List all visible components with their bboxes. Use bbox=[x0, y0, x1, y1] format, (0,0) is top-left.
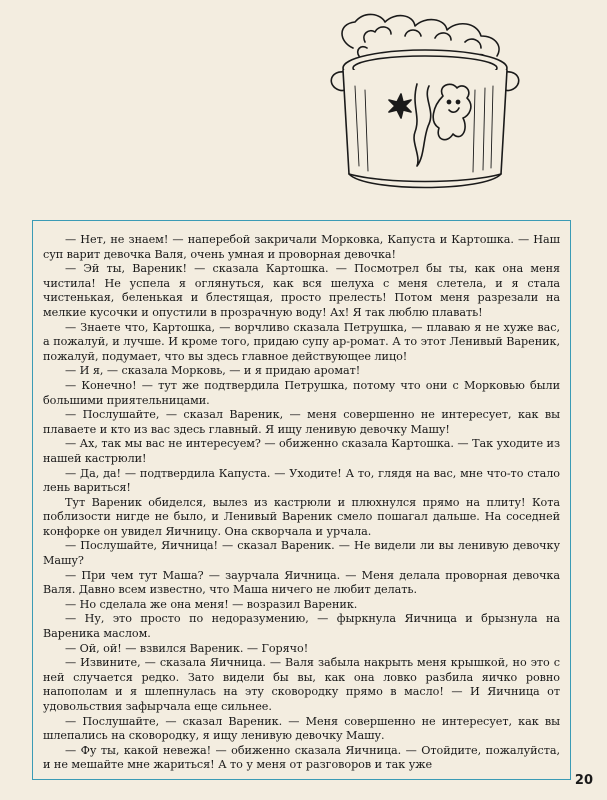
paragraph: — И я, — сказала Морковь, — и я придаю аромат! bbox=[65, 364, 361, 378]
paragraph: — Послушайте, — сказал Вареник. — Меня совершенно не интересует, как вы шлепались на сковородку, я ищу ленивую девочку Машу. bbox=[43, 714, 560, 743]
page-number: 20 bbox=[574, 773, 593, 788]
paragraph: — Ой, ой! — взвился Вареник. — Горячо! bbox=[65, 641, 309, 655]
paragraph: — Но сделала же она меня! — возразил Вареник. bbox=[65, 597, 358, 611]
steam-curl bbox=[364, 27, 481, 48]
paragraph: — Нет, не знаем! — наперебой закричали Морковка, Капуста и Картошка. — Наш суп варит девочка Валя, очень умная и проворная девочка! bbox=[43, 233, 560, 261]
paragraph: — Послушайте, — сказал Вареник, — меня совершенно не интересует, как вы плаваете и кто из вас здесь главный. Я ищу ленивую девочку Машу! bbox=[43, 408, 560, 436]
paragraph: — Фу ты, какой невежа! — обиженно сказала Яичница. — Отойдите, пожалуйста, и не мешайте мне жариться! А то у меня от разговоров и так уже bbox=[43, 743, 560, 772]
story-text-frame bbox=[32, 220, 571, 780]
paragraph: — Да, да! — подтвердила Капуста. — Уходите! А то, глядя на вас, мне что-то стало лень вариться! bbox=[43, 466, 560, 495]
paragraph: — Конечно! — тут же подтвердила Петрушка, потому что они с Морковью были большими приятельницами. bbox=[43, 378, 560, 407]
paragraph: — Эй ты, Вареник! — сказала Картошка. — Посмотрел бы ты, как она меня чистила! Не успела я оглянуться, как вся шелуха с меня слетела, и я стала чистенькая, беленькая и блестящая, просто прелесть! Потом меня разрезали на мелкие кусочки и опустили в прозрачную воду! Ах! Я так люблю плавать! bbox=[43, 262, 560, 319]
paragraph: — Знаете что, Картошка, — ворчливо сказала Петрушка, — плаваю я не хуже вас, а пожалуй, и лучше. И кроме того, придаю супу ар-ромат. А то этот Ленивый Вареник, пожалуй, подумает, что вы здесь главное действующее лицо! bbox=[43, 320, 560, 363]
paragraph: — Ну, это просто по недоразумению, — фыркнула Яичница и брызнула на Вареника маслом. bbox=[43, 612, 560, 641]
paragraph: — Извините, — сказала Яичница. — Валя забыла накрыть меня крышкой, но это с ней случается редко. Зато видели бы вы, как она ловко разбила яичко ровно напополам и я шлепнулась на эту сковородку прямо в масло! — И Яичница от удовольствия зафырчала еще сильнее. bbox=[43, 656, 560, 713]
paragraph: — Послушайте, Яичница! — сказал Вареник. — Не видели ли вы ленивую девочку Машу? bbox=[43, 539, 560, 568]
paragraph: — При чем тут Маша? — заурчала Яичница. — Меня делала проворная девочка Валя. Давно всем известно, что Маша ничего не любит делать. bbox=[43, 568, 560, 597]
soup-pot-illustration bbox=[325, 6, 525, 202]
paragraph: Тут Вареник обиделся, вылез из кастрюли и плюхнулся прямо на плиту! Кота поблизости нигде не было, и Ленивый Вареник смело пошагал дальше. На соседней конфорке он увидел Яичницу. Она скворчала и урчала. bbox=[43, 495, 560, 538]
paragraph: — Ах, так мы вас не интересуем? — обиженно сказала Картошка. — Так уходите из нашей кастрюли! bbox=[43, 437, 560, 465]
